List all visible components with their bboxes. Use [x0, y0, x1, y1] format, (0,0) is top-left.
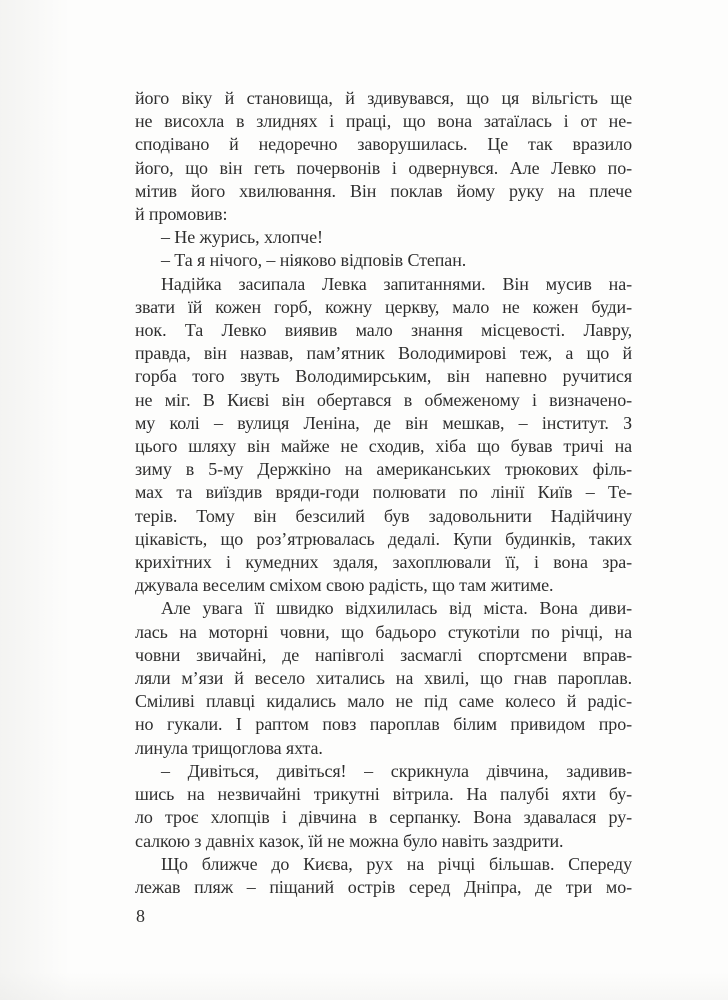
text-line: зиму в 5-му Держкіно на американських трюкових філь-: [135, 459, 632, 480]
text-line: крихітних і кумедних здаля, захоплювали її, і вона зра-: [135, 552, 632, 573]
text-line: – Та я нічого, – ніяково відповів Степан.: [161, 250, 467, 271]
text-line: – Не журись, хлопче!: [161, 227, 323, 248]
text-line: лежав пляж – піщаний острів серед Дніпра, де три мо-: [135, 876, 632, 897]
text-line: джувала веселим сміхом свою радість, що там житиме.: [135, 575, 554, 596]
text-line: му колі – вулиця Леніна, де він мешкав, – інститут. З: [135, 412, 632, 433]
text-line: нок. Та Левко виявив мало знання місцевості. Лавру,: [135, 320, 632, 341]
text-line: Але увага її швидко відхилилась від міста. Вона диви-: [161, 598, 632, 619]
text-line: ло троє хлопців і дівчина в серпанку. Вона здавалася ру-: [135, 807, 632, 828]
text-line: но гукали. І раптом повз пароплав білим привидом про-: [135, 714, 632, 735]
text-line: линула трищоглова яхта.: [135, 737, 323, 758]
text-line: цікавість, що роз’ятрювалась дедалі. Купи будинків, таких: [135, 528, 632, 549]
page-number: 8: [136, 906, 145, 926]
text-line: терів. Тому він безсилий був задовольнити Надійчину: [135, 505, 632, 526]
text-line: ляли м’язи й весело хитались на хвилі, що гнав пароплав.: [135, 668, 632, 689]
text-line: звати їй кожен горб, кожну церкву, мало не кожен буди-: [135, 296, 632, 317]
text-line: мах та виїздив вряди-годи полювати по лінії Київ – Те-: [135, 482, 632, 503]
text-block: [135, 87, 632, 899]
text-line: сподівано й недоречно заворушилась. Це так вразило: [135, 134, 632, 155]
text-line: лась на моторні човни, що бадьоро стукотіли по річці, на: [135, 621, 632, 642]
text-line: правда, він назвав, пам’ятник Володимирові теж, а що й: [135, 343, 632, 364]
text-line: човни звичайні, де напівголі засмаглі спортсмени вправ-: [135, 644, 632, 665]
text-line: мітив його хвилювання. Він поклав йому руку на плече: [135, 180, 632, 201]
text-line: його, що він геть почервонів і одвернувся. Але Левко по-: [135, 157, 632, 178]
text-line: його віку й становища, й здивувався, що ця вільгість ще: [135, 88, 632, 108]
text-line: не висохла в злиднях і праці, що вона затаїлась і от не-: [135, 111, 632, 132]
text-line: салкою з давніх казок, їй не можна було навіть заздрити.: [135, 830, 564, 851]
text-line: не міг. В Києві він обертався в обмеженому і визначено-: [135, 389, 632, 410]
text-line: Сміливі плавці кидались мало не під саме колесо й радіс-: [135, 691, 632, 712]
text-line: Надійка засипала Левка запитаннями. Він мусив на-: [161, 273, 632, 294]
text-line: Що ближче до Києва, рух на річці більшав. Спереду: [161, 853, 632, 874]
text-line: шись на незвичайні трикутні вітрила. На палубі яхти бу-: [135, 784, 632, 805]
text-line: цього шляху він майже не сходив, хіба що бував тричі на: [135, 436, 632, 457]
text-line: й промовив:: [135, 204, 228, 225]
text-line: – Дивіться, дивіться! – скрикнула дівчина, задивив-: [161, 760, 632, 781]
text-line: горба того звуть Володимирським, він напевно ручитися: [135, 366, 632, 387]
